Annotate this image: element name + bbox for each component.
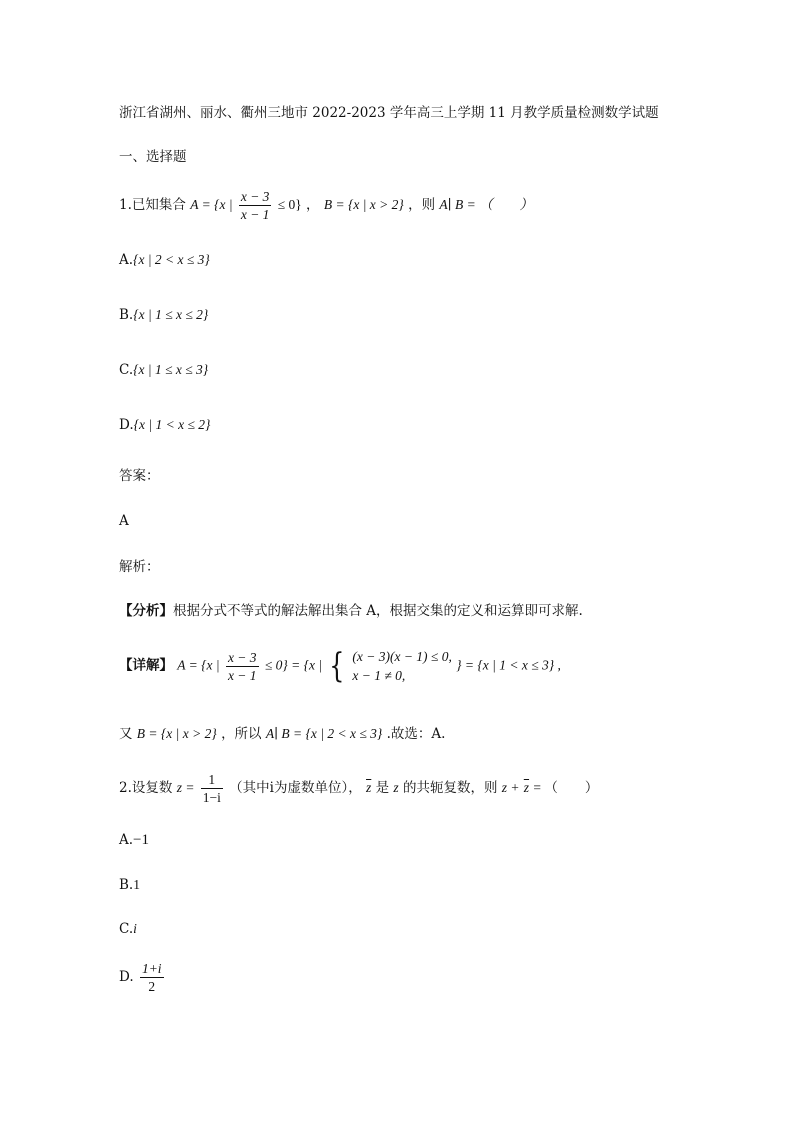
xj-frac-den: x − 1: [227, 667, 257, 683]
q1-option-b: [119, 305, 208, 325]
option-label: B.: [119, 307, 134, 323]
option-label: C.: [119, 362, 134, 378]
q1-frac-den: x − 1: [240, 207, 270, 222]
again-c: ，所以: [221, 726, 262, 742]
option-text: i: [133, 921, 137, 936]
fenxi-text: 根据分式不等式的解法解出集合 A，根据交集的定义和运算即可求解.: [173, 603, 583, 619]
again-d: A∣ B = {x | 2 < x ≤ 3}: [265, 726, 383, 741]
option-label: D.: [119, 969, 134, 985]
q1-frac-num: x − 3: [240, 189, 270, 204]
analysis-label: 解析：: [119, 559, 160, 575]
option-text: {x | 1 ≤ x ≤ 3}: [133, 362, 209, 377]
q1-fraction: [239, 188, 272, 223]
q2-mid: （其中i为虚数单位），: [229, 780, 362, 796]
q1-expr: A∣ B = （ ）: [439, 197, 534, 212]
q2-prefix: 2.设复数: [119, 780, 173, 796]
option-label: C.: [119, 921, 134, 937]
xj-part-b: ≤ 0} = {x |: [264, 657, 323, 673]
xiangjie-paragraph: [119, 647, 561, 685]
optd-den: 2: [148, 979, 156, 994]
q2-z: z: [393, 780, 399, 795]
q1-comma: ，: [306, 197, 320, 213]
option-text: −1: [133, 832, 150, 848]
xj-part-a: A = {x |: [177, 657, 220, 673]
optd-num: 1+i: [141, 961, 162, 976]
option-text: 1: [133, 877, 140, 892]
xj-fraction: [226, 649, 259, 684]
q1-setB: B = {x | x > 2}: [323, 197, 404, 212]
answer-value: A: [119, 513, 129, 529]
q2-frac-den: 1−i: [202, 790, 221, 805]
q1-prefix: 1.已知集合: [119, 197, 186, 213]
q2-mid3: 的共轭复数，则: [402, 780, 498, 796]
q2-optd-fraction: [140, 960, 164, 995]
option-label: A.: [119, 252, 134, 268]
option-text: {x | 1 < x ≤ 2}: [133, 417, 211, 432]
q2-z-eq: z =: [176, 780, 195, 795]
q1-setA-right: ≤ 0}: [277, 197, 302, 212]
xj-part-c: } = {x | 1 < x ≤ 3} ,: [456, 657, 561, 673]
q1-option-c: [119, 360, 208, 380]
answer-label: 答案：: [119, 468, 160, 484]
option-label: B.: [119, 877, 134, 893]
q2-expr-c: = （ ）: [533, 780, 599, 795]
q2-expr-zbar: $\overline{z}$: [523, 780, 530, 795]
option-text: {x | 2 < x ≤ 3}: [133, 252, 210, 267]
page-title: 浙江省湖州、丽水、衢州三地市 2022-2023 学年高三上学期 11 月教学质量检测数学试题: [119, 105, 659, 121]
option-text: {x | 1 ≤ x ≤ 2}: [133, 307, 209, 322]
fenxi-tag: 【分析】: [119, 603, 173, 619]
xj-cases: [352, 647, 451, 685]
q2-option-d: [119, 960, 166, 995]
q1-option-d: [119, 415, 210, 435]
xj-frac-num: x − 3: [227, 649, 257, 665]
question-1: [119, 188, 533, 223]
q2-fraction: [201, 771, 223, 806]
question-2: [119, 771, 598, 806]
fenxi-paragraph: [119, 601, 583, 621]
q1-option-a: [119, 250, 210, 270]
q2-mid2: 是: [375, 780, 390, 796]
again-e: .故选：A.: [386, 726, 446, 742]
q2-option-c: [119, 919, 137, 939]
xiangjie-tag: 【详解】: [119, 657, 173, 674]
q1-setA-left: A = {x |: [190, 197, 233, 212]
section-heading: 一、选择题: [119, 149, 187, 165]
q2-expr-a: z +: [501, 780, 520, 795]
q1-then: ，则: [408, 197, 436, 213]
q2-frac-num: 1: [201, 771, 223, 789]
option-label: D.: [119, 417, 134, 433]
again-a: 又: [119, 726, 133, 742]
left-brace: {: [329, 646, 345, 686]
again-line: [119, 724, 445, 744]
q2-zbar: $\overline{z}$: [366, 780, 372, 795]
case-1: (x − 3)(x − 1) ≤ 0,: [352, 649, 452, 664]
q2-option-a: [119, 830, 149, 850]
q2-option-b: [119, 875, 140, 895]
option-label: A.: [119, 832, 134, 848]
case-2: x − 1 ≠ 0,: [352, 668, 406, 683]
again-b: B = {x | x > 2}: [136, 726, 217, 741]
